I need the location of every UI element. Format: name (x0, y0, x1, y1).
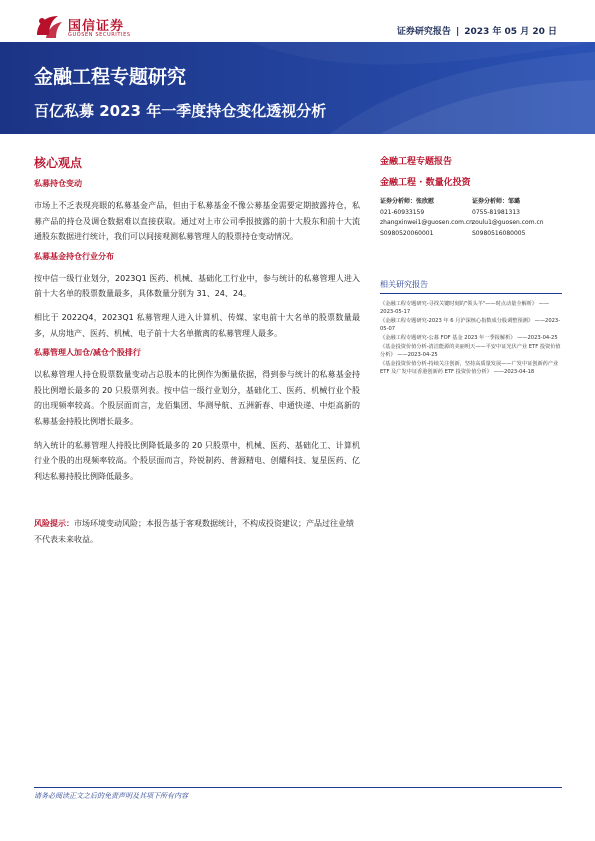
report-header (0, 0, 595, 42)
logo-text-en: GUOSEN SECURITIES (68, 32, 131, 38)
report-meta (397, 24, 557, 37)
sidebar (380, 154, 562, 377)
risk-warning (34, 516, 360, 547)
analyst-phone: 021-60933159 (380, 208, 425, 216)
analyst-card (472, 197, 564, 239)
analyst-name: 证券分析师：邹璐 (472, 198, 521, 205)
meta-divider: | (455, 27, 460, 37)
section-heading: 私募管理人加仓/减仓个股排行 (34, 348, 141, 358)
core-view-heading: 核心观点 (34, 156, 83, 170)
analyst-info (380, 197, 562, 257)
section-heading: 私募持仓变动 (34, 179, 82, 188)
sidebar-report-series: 金融工程专题报告 (380, 157, 453, 167)
related-report-item[interactable]: 《金融工程专题研究-2023 年 6 月沪深核心指数成分股调整预测》 ——2023-05-07 (380, 318, 561, 332)
analyst-name: 证券分析师：张欣慰 (380, 198, 435, 205)
guosen-logo (34, 13, 154, 41)
sidebar-category: 金融工程 · 数量化投资 (380, 178, 471, 188)
risk-label: 风险提示： (34, 519, 74, 528)
report-date: 2023 年 05 月 20 日 (464, 27, 557, 37)
section-paragraph: 以私募管理人持仓股票数量变动占总股本的比例作为衡量依据，得到参与统计的私募基金持股比例增长最多的 20 只股票列表。按中信一级行业划分，基础化工、医药、机械行业个股的出现频率较高。个股层面而言，龙佰集团、华测导航、五洲新春、申通快递、中炬高新的私募基金持股比例增长最多。 (34, 370, 360, 426)
section-paragraph: 按中信一级行业划分，2023Q1 医药、机械、基础化工行业中，参与统计的私募管理人进入前十大名单的股票数量最多，具体数量分别为 31、24、24。 (34, 273, 360, 299)
report-title: 百亿私募 2023 年一季度持仓变化透视分析 (34, 102, 327, 120)
analyst-email[interactable]: zoulu1@guosen.com.cn (472, 219, 544, 226)
section-paragraph: 纳入统计的私募管理人持股比例降低最多的 20 只股票中，机械、医药、基础化工、计算机行业个股的出现频率较高。个股层面而言，羚锐制药、普源精电、创耀科技、复星医药、亿利达私募持股比例降低最多。 (34, 440, 360, 481)
guosen-logo-icon (34, 13, 64, 41)
footer-divider (34, 787, 562, 788)
logo-text-cn: 国信证券 (68, 19, 125, 34)
report-series-title: 金融工程专题研究 (34, 66, 187, 88)
related-reports-list (380, 300, 562, 376)
related-report-item[interactable]: 《基金投资价值分析-清洁能源的美丽明天——平安中证光伏产业 ETF 投资价值分析》 ——2023-04-25 (380, 344, 561, 358)
main-content (34, 154, 360, 484)
related-report-item[interactable]: 《金融工程专题研究-公募 FOF 基金 2023 年一季报解析》 ——2023-04-25 (380, 335, 558, 341)
analyst-card (380, 197, 472, 239)
analyst-email[interactable]: zhangxinwei1@guosen.com.cn (380, 219, 473, 226)
analyst-phone: 0755-81981313 (472, 208, 520, 216)
section-paragraph: 相比于 2022Q4，2023Q1 私募管理人进入计算机、传媒、家电前十大名单的股票数量最多，从房地产、医药、机械、电子前十大名单撤离的私募管理人最多。 (34, 312, 360, 338)
section-heading: 私募基金持仓行业分布 (34, 251, 114, 261)
section-paragraph: 市场上不乏表现亮眼的私募基金产品，但由于私募基金不像公募基金需要定期披露持仓，私募产品的持仓及调仓数据难以直接获取。通过对上市公司季报披露的前十大股东和前十大流通股东数据进行统计，我们可以间接观测私募管理人的股票持仓变动情况。 (34, 201, 360, 242)
title-banner (0, 42, 595, 134)
related-report-item[interactable]: 《基金投资价值分析-持续关注创新，坚持高质量发展——广发中证创新药产业 ETF 及广发中证香港创新药 ETF 投资价值分析》 ——2023-04-18 (380, 361, 559, 375)
related-reports-heading: 相关研究报告 (380, 279, 562, 294)
analyst-license: S0980516080005 (472, 229, 526, 237)
report-type: 证券研究报告 (396, 27, 451, 37)
analyst-license: S0980520060001 (380, 229, 434, 237)
related-report-item[interactable]: 《金融工程专题研究-寻找关键时刻的"领头羊"——时点动量全解析》 ——2023-05-17 (380, 301, 550, 315)
risk-text: 市场环境变动风险；本报告基于客观数据统计，不构成投资建议；产品过往业绩不代表未来收益。 (34, 519, 354, 544)
footer-disclaimer: 请务必阅读正文之后的免责声明及其项下所有内容 (34, 792, 188, 800)
